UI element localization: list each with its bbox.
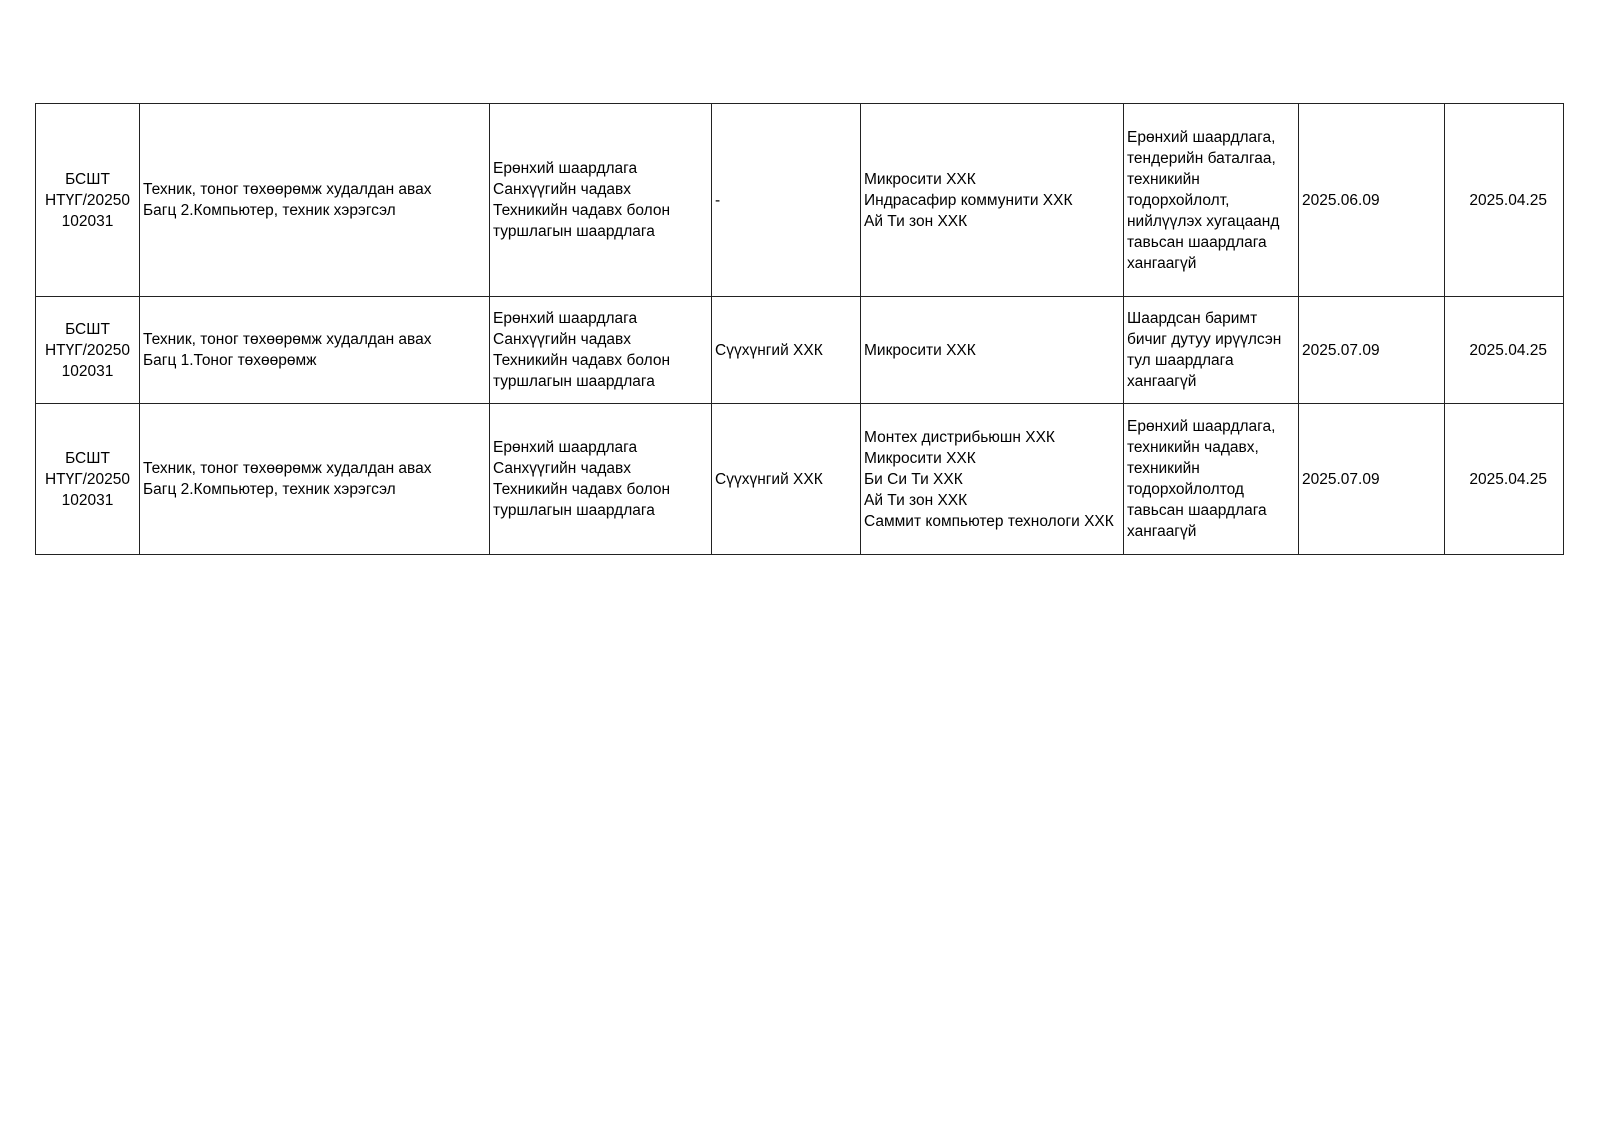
tender-lot-line: Багц 2.Компьютер, техник хэрэгсэл [143, 202, 396, 219]
table-row [36, 297, 1564, 404]
tender-code-cell [36, 404, 140, 555]
requirements-cell [490, 104, 712, 297]
bidder-line: Монтех дистрибьюшн ХХК [864, 428, 1055, 446]
announcement-date-cell: 2025.04.25 [1445, 404, 1564, 555]
winner-cell: Сүүхүнгий ХХК [712, 404, 861, 555]
bidder-line: Саммит компьютер технологи ХХК [864, 512, 1114, 530]
table-row [36, 404, 1564, 555]
rejection-reason-cell: Ерөнхий шаардлага, тендерийн баталгаа, техникийн тодорхойлолт, нийлүүлэх хугацаанд тавьсан шаардлага хангаагүй [1124, 104, 1299, 297]
requirement-line: Техникийн чадавх болон туршлагын шаардлага [493, 352, 671, 390]
requirement-line: Санхүүгийн чадавх [493, 181, 631, 198]
tender-code-line: БСШТ [65, 449, 110, 467]
tender-code-cell [36, 297, 140, 404]
announcement-date-cell: 2025.04.25 [1445, 297, 1564, 404]
requirement-line: Ерөнхий шаардлага [493, 310, 638, 327]
rejection-reason-cell: Шаардсан баримт бичиг дутуу ирүүлсэн тул шаардлага хангаагүй [1124, 297, 1299, 404]
tender-code-line: НТҮГ/20250 [44, 191, 131, 209]
table-row [36, 104, 1564, 297]
bidder-line: Ай Ти зон ХХК [864, 491, 968, 509]
tender-code-line: НТҮГ/20250 [44, 341, 131, 359]
requirement-line: Санхүүгийн чадавх [493, 331, 631, 348]
tender-code-line: 102031 [61, 362, 114, 380]
requirements-cell [490, 404, 712, 555]
tender-title-line: Техник, тоног төхөөрөмж худалдан авах [143, 181, 432, 198]
winner-cell: - [712, 104, 861, 297]
tender-code-cell [36, 104, 140, 297]
tender-title-line: Техник, тоног төхөөрөмж худалдан авах [143, 331, 432, 348]
tender-code-line: 102031 [61, 491, 114, 509]
tender-code-line: НТҮГ/20250 [44, 470, 131, 488]
tender-title-cell [140, 404, 490, 555]
bidder-line: Микросити ХХК [864, 449, 976, 467]
requirement-line: Ерөнхий шаардлага [493, 439, 638, 456]
date-cell: 2025.06.09 [1299, 104, 1445, 297]
bidder-line: Би Си Ти ХХК [864, 470, 963, 488]
tender-lot-line: Багц 1.Тоног төхөөрөмж [143, 352, 317, 369]
requirement-line: Ерөнхий шаардлага [493, 160, 638, 177]
date-cell: 2025.07.09 [1299, 404, 1445, 555]
bidders-cell [861, 104, 1124, 297]
tender-title-cell [140, 297, 490, 404]
requirement-line: Техникийн чадавх болон туршлагын шаардлага [493, 481, 671, 519]
requirement-line: Техникийн чадавх болон туршлагын шаардлага [493, 202, 671, 240]
bidder-line: Микросити ХХК [864, 170, 976, 188]
requirement-line: Санхүүгийн чадавх [493, 460, 631, 477]
bidders-cell [861, 297, 1124, 404]
tender-code-line: БСШТ [65, 320, 110, 338]
winner-cell: Сүүхүнгий ХХК [712, 297, 861, 404]
announcement-date-cell: 2025.04.25 [1445, 104, 1564, 297]
tender-title-line: Техник, тоног төхөөрөмж худалдан авах [143, 460, 432, 477]
requirements-cell [490, 297, 712, 404]
bidder-line: Ай Ти зон ХХК [864, 212, 968, 230]
bidder-line: Микросити ХХК [864, 341, 976, 359]
tender-lot-line: Багц 2.Компьютер, техник хэрэгсэл [143, 481, 396, 498]
tender-title-cell [140, 104, 490, 297]
tender-results-table [35, 103, 1564, 555]
tender-code-line: 102031 [61, 212, 114, 230]
tender-code-line: БСШТ [65, 170, 110, 188]
rejection-reason-cell: Ерөнхий шаардлага, техникийн чадавх, техникийн тодорхойлолтод тавьсан шаардлага хангаагүй [1124, 404, 1299, 555]
date-cell: 2025.07.09 [1299, 297, 1445, 404]
bidder-line: Индрасафир коммунити ХХК [864, 191, 1073, 209]
bidders-cell [861, 404, 1124, 555]
